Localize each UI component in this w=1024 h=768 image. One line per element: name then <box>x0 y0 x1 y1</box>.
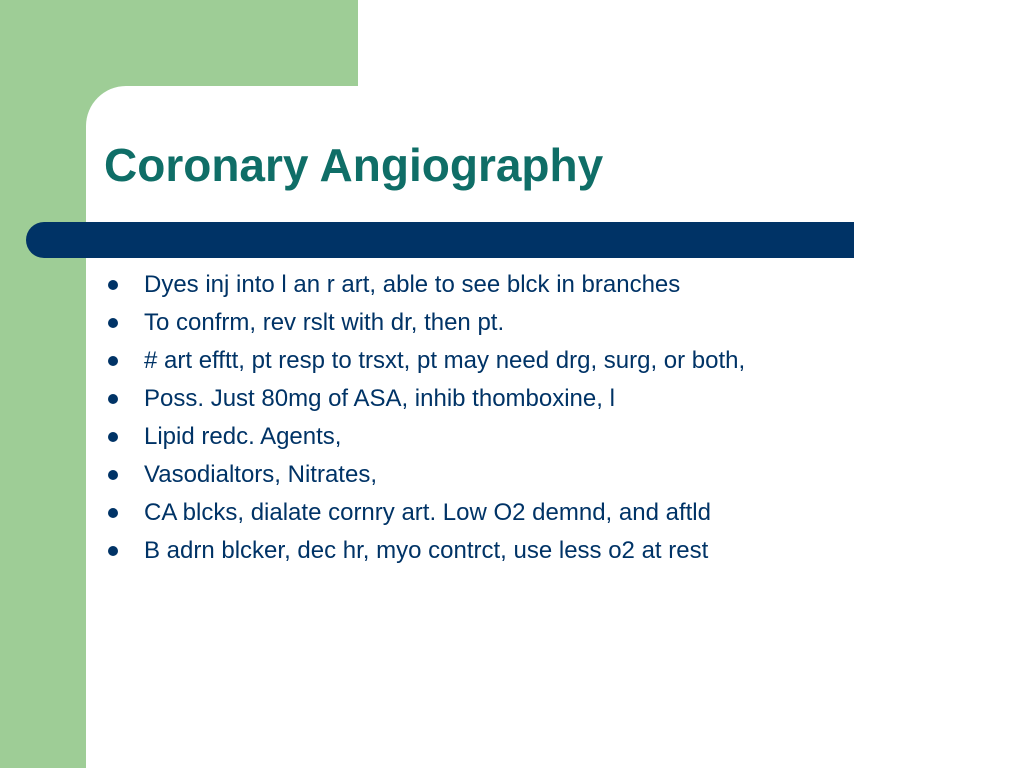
bullet-dot-icon <box>108 432 118 442</box>
bullet-dot-icon <box>108 470 118 480</box>
bullet-dot-icon <box>108 394 118 404</box>
bullet-text: CA blcks, dialate cornry art. Low O2 demnd, and aftld <box>144 499 711 526</box>
bullet-text: Poss. Just 80mg of ASA, inhib thomboxine, l <box>144 385 615 412</box>
bullet-text: # art efftt, pt resp to trsxt, pt may need drg, surg, or both, <box>144 347 746 374</box>
bullet-text: Dyes inj into l an r art, able to see blck in branches <box>144 271 681 298</box>
bullet-dot-icon <box>108 280 118 290</box>
bullet-dot-icon <box>108 356 118 366</box>
bullet-dot-icon <box>108 546 118 556</box>
bullet-text: B adrn blcker, dec hr, myo contrct, use less o2 at rest <box>144 537 709 564</box>
bullet-dot-icon <box>108 318 118 328</box>
slide-title: Coronary Angiography <box>104 139 604 191</box>
bullet-dot-icon <box>108 508 118 518</box>
bullet-text: Vasodialtors, Nitrates, <box>144 461 377 488</box>
bullet-text: Lipid redc. Agents, <box>144 423 342 450</box>
title-underline-bar <box>26 222 854 258</box>
bullet-text: To confrm, rev rslt with dr, then pt. <box>144 309 505 336</box>
